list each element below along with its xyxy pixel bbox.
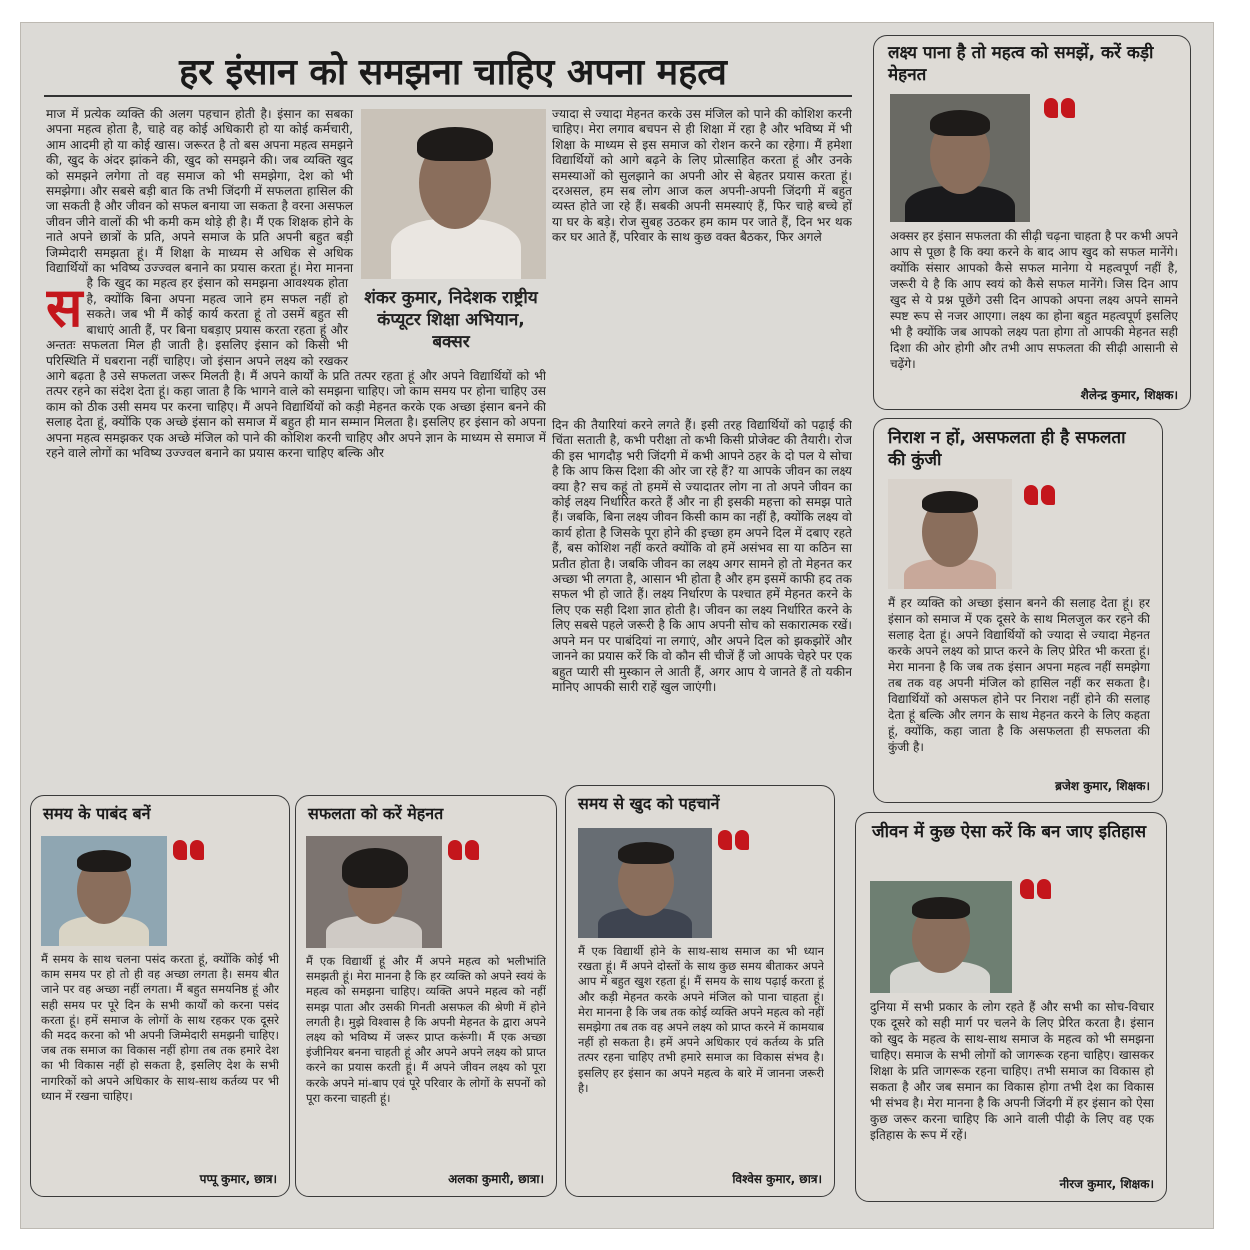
photo-alka: [306, 836, 442, 948]
b2-title: सफलता को करें मेहनत: [308, 804, 444, 823]
drop-cap: स: [46, 276, 83, 339]
side-box-3: [855, 812, 1167, 1202]
photo-pappu: [41, 836, 167, 946]
quote-icon: [1018, 875, 1056, 903]
side2-body: मैं हर व्यक्ति को अच्छा इंसान बनने की सलाह देता हूं। हर इंसान को समाज में एक दूसरे के साथ मिलजुल कर रहने की सलाह देता हूं। अपने विद्यार्थियों को ज्यादा से ज्यादा मेहनत करके अपने लक्ष्य को प्राप्त करने के लिए प्रेरित भी करता हूं। मेरा मानना है कि जब तक इंसान अपना महत्व नहीं समझेगा तब तक वह अपनी मंजिल को हासिल नहीं कर सकता है। विद्यार्थियों को असफल होने पर निराश नहीं होने की सलाह देता हूं बल्कि और लगन के साथ मेहनत करने के लिए कहता हूं, क्योंकि, कहा जाता है कि असफलता ही सफलता की कुंजी है।: [888, 596, 1150, 754]
photo-shankar: [361, 109, 546, 279]
side2-title: निराश न हों, असफलता ही है सफलता की कुंजी: [888, 428, 1126, 470]
main-text-2b: दिन की तैयारियां करने लगते हैं। इसी तरह विद्यार्थियों को पढ़ाई की चिंता सताती है, कभी परीक्षा तो कभी किसी प्रोजेक्ट की तैयारी। रोज की इस भागदौड़ भरी जिंदगी में कभी आपने ठहर के दो पल ये सोचा है कि आप किस दिशा की ओर जा रहे हैं? या आपके जीवन का लक्ष्य क्या है? सच कहूं तो हममें से ज्यादातर लोग ना तो अपने जीवन का कोई लक्ष्य निर्धारित करते हैं और ना ही इसकी महत्ता को समझ पाते हैं। जबकि, बिना लक्ष्य जीवन किसी काम का नहीं है, क्योंकि लक्ष्य वो कार्य होता है जिसके पूरा होने की इच्छा हम अपने दिल में दबाए रहते हैं, बस कोशिश नहीं करते क्योंकि वो हमें असंभव सा या कठिन सा प्रतीत होता है। जबकि जीवन का लक्ष्य अगर सामने हो तो मेहनत कर अच्छा भी लगता है, आसान भी होता है और हम इसमें काफी हद तक सफल भी हो जाते हैं। लक्ष्य निर्धारण के पश्चात हमें मेहनत करने के लिए एक सही दिशा ज्ञात होती है। जीवन का लक्ष्य निर्धारित करने के लिए सबसे पहले जरूरी है कि आप अपनी सोच को सकारात्मक रखें। अपने मन पर पाबंदियां ना लगाएं, और अपने दिल को झकझोरें और जानने का प्रयास करें कि वो कौन सी चीजें हैं जो आपके चेहरे पर एक बहुत प्यारी सी मुस्कान ले आती हैं, अगर आप ये जानते हैं तो यकीन मानिए आपकी सारी राहें खुल जाएंगी।: [552, 418, 852, 694]
main-text-1: माज में प्रत्येक व्यक्ति की अलग पहचान होती है। इंसान का सबका अपना महत्व होता है, चाहे वह कोई अधिकारी हो या कोई कर्मचारी, आम आदमी हो या कोई खास। जरूरत है तो बस अपना महत्व समझने की, खुद के अंदर झांकने की, खुद को समझने की। जब व्यक्ति खुद को समझने लगेगा तो वह समाज को भी समझेगा, देश को भी समझेगा। और सबसे बड़ी बात कि तभी जिंदगी में सफलता हासिल की जा सकती है और जीवन को सफल बनाया जा सकता है वरना असफल जीवन जीने वालों की भी कमी कम थोड़े ही है। मैं एक शिक्षक होने के नाते अपने छात्रों के प्रति, अपने समाज के प्रति अपनी बहुत बड़ी जिम्मेदारी समझता हूं। मैं शिक्षा के माध्यम से अधिक से अधिक विद्यार्थियों का भविष्य उज्ज्वल बनाने का प्रयास करता हूं। मेरा मानना है कि खुद का महत्व हर इंसान को समझना आवश्यक होता है, क्योंकि बिना अपना महत्व जाने हम सफल नहीं हो सकते। जब भी मैं कोई कार्य करता हूं तो उसमें बहुत सी बाधाएं आती हैं, पर बिना घबड़ाए प्रयास करता रहता हूं और अन्ततः सफलता मिल ही जाती है। इसलिए इंसान को किसी भी परिस्थिति में घबराना नहीं चाहिए। जो इंसान अपने लक्ष्य को रखकर आगे बढ़ता है उसे सफलता जरूर मिलती है। मैं अपने कार्यों के प्रति तत्पर रहता हूं और अपने विद्यार्थियों को भी तत्पर रहने का संदेश देता हूं। कहा जाता है कि भागने वाले को समझना चाहिए। जो काम समय पर होना चाहिए उस काम को ठीक उसी समय पर करना चाहिए। मैं अपने विद्यार्थियों को कड़ी मेहनत करके एक अच्छा इंसान बनने की सलाह देता हूं, क्योंकि एक अच्छे इंसान को समाज में बहुत ही मान सम्मान मिलता है। इसलिए हर इंसान को अपना अपना महत्व समझकर एक अच्छे मंजिल को पाने की कोशिश करनी चाहिए और अपने ज्ञान के माध्यम से समाज में रहने वाले लोगों का भविष्य उज्ज्वल बनाने का प्रयास करना चाहिए बल्कि और: [46, 107, 546, 460]
side2-byline: ब्रजेश कुमार, शिक्षक।: [1055, 779, 1150, 793]
b3-body: मैं एक विद्यार्थी होने के साथ-साथ समाज का भी ध्यान रखता हूं। मैं अपने दोस्तों के साथ कुछ समय बीताकर अपने आप में बहुत खुश रहता हूं। मैं समय के साथ पढ़ाई करता हूं और कड़ी मेहनत करके अपने मंजिल को पाना चाहता हूं। मेरा मानना है कि जब तक कोई व्यक्ति अपने महत्व को नहीं समझेगा तब तक वह अपने लक्ष्य को प्राप्त करने में कामयाब नहीं हो सकता है। हमें अपने अधिकार एवं कर्तव्य के प्रति तत्पर रहना चाहिए तभी हमारे समाज का विकास संभव है। इसलिए हर इंसान का अपने महत्व के बारे में जानना जरूरी है।: [578, 944, 824, 1095]
b3-title: समय से खुद को पहचानें: [578, 794, 720, 813]
bottom-box-3: [565, 785, 835, 1197]
photo-brajesh: [888, 479, 1012, 589]
quote-icon: [1022, 481, 1060, 509]
side3-title: जीवन में कुछ ऐसा करें कि बन जाए इतिहास: [872, 822, 1147, 842]
photo-vishwesh: [578, 828, 712, 938]
main-column-1: [46, 107, 546, 782]
side1-byline: शैलेन्द्र कुमार, शिक्षक।: [1080, 388, 1178, 402]
b3-byline: विश्वेस कुमार, छात्र।: [732, 1172, 822, 1186]
b2-byline: अलका कुमारी, छात्रा।: [448, 1172, 544, 1186]
bottom-box-1: [30, 795, 290, 1197]
main-text-2: ज्यादा से ज्यादा मेहनत करके उस मंजिल को पाने की कोशिश करनी चाहिए। मेरा लगाव बचपन से ही शिक्षा में रहा है और भविष्य में भी शिक्षा के माध्यम से इस समाज को रोशन करने का रहेगा। मैं हमेशा विद्यार्थियों को आगे बढ़ने के लिए प्रोत्साहित करता हूं और उनके समस्याओं को सुलझाने का अपनी ओर से बेहतर प्रयास करता हूं। दरअसल, हम सब लोग आज कल अपनी-अपनी जिंदगी में बहुत व्यस्त होते जा रहे हैं। सबकी अपनी समस्याएं हैं, फिर चाहे बच्चे हों या घर के बड़े। रोज सुबह उठकर हम काम पर जाते हैं, दिन भर थक कर घर आते हैं, परिवार के साथ कुछ वक्त बैठकर, फिर अगले: [552, 107, 852, 245]
side-box-1: [873, 35, 1191, 410]
quote-icon: [716, 826, 754, 854]
main-column-2b: [552, 418, 852, 780]
side1-title: लक्ष्य पाना है तो महत्व को समझें, करें कड़ी मेहनत: [888, 43, 1154, 85]
photo-caption: शंकर कुमार, निदेशक राष्ट्रीय कंप्यूटर शिक्षा अभियान, बक्सर: [364, 288, 538, 352]
b1-title: समय के पाबंद बनें: [43, 804, 151, 823]
quote-icon: [1042, 94, 1080, 122]
photo-shailendra: [890, 94, 1030, 222]
bottom-box-2: [295, 795, 557, 1197]
photo-neeraj: [870, 881, 1012, 993]
side3-body: दुनिया में सभी प्रकार के लोग रहते हैं और सभी का सोच-विचार एक दूसरे को सही मार्ग पर चलने के लिए प्रेरित करता है। इंसान को खुद के महत्व के साथ-साथ समाज के महत्व को भी समझना चाहिए। समाज के सभी लोगों को जागरूक रहना चाहिए। खासकर शिक्षा के प्रति जागरूक रहना चाहिए। तभी समाज का विकास हो सकता है और जब समान का विकास होगा तभी देश का विकास भी संभव है। मेरा मानना है कि अपनी जिंदगी में हर इंसान को ऐसा कुछ जरूर करना चाहिए कि आने वाली पीढ़ी के लिए वह एक इतिहास के रूप में रहें।: [870, 1000, 1154, 1142]
quote-icon: [171, 836, 209, 864]
quote-icon: [446, 836, 484, 864]
side-box-2: [873, 418, 1163, 803]
b1-byline: पप्पू कुमार, छात्र।: [199, 1172, 277, 1186]
side1-body: अक्सर हर इंसान सफलता की सीढ़ी चढ़ना चाहता है पर कभी अपने आप से पूछा है कि क्या करने के बाद आप खुद को सफल मानेंगे। क्योंकि संसार आपको कैसे सफल मानेगा ये महत्वपूर्ण नहीं है, जरूरी ये है कि आप स्वयं को कैसे सफल मानेंगे। जिस दिन आप खुद से ये प्रश्न पूछेंगे उसी दिन आपको अपना लक्ष्य अपने सामने स्पष्ट रूप से नजर आएगा। लक्ष्य का होना बहुत महत्वपूर्ण इसलिए भी है क्योंकि जब आपको लक्ष्य पता होगा तो आपकी मेहनत सही दिशा की ओर होगी और तभी आप सफलता की सीढ़ी आसानी से चढ़ेंगे।: [890, 229, 1178, 371]
main-headline: हर इंसान को समझना चाहिए अपना महत्व: [179, 52, 727, 93]
b1-body: मैं समय के साथ चलना पसंद करता हूं, क्योंकि कोई भी काम समय पर हो तो ही वह अच्छा लगता है। समय बीत जाने पर वह अच्छा नहीं लगता। मैं बहुत समयनिष्ठ हूं और सही समय पर पूरे दिन के सभी कार्यों को करना पसंद करता हूं। हमें समाज के लोगों के साथ रहकर एक दूसरे की मदद करना को भी अपनी जिम्मेदारी समझनी चाहिए। जब तक समाज का विकास नहीं होगा तब तक हमारे देश का भी विकास नहीं हो सकता है, इसलिए देश के सभी नागरिकों को अपने अधिकार के साथ-साथ कर्तव्य पर भी ध्यान में रखना चाहिए।: [41, 952, 279, 1103]
b2-body: मैं एक विद्यार्थी हूं और मैं अपने महत्व को भलीभांति समझती हूं। मेरा मानना है कि हर व्यक्ति को अपने स्वयं के महत्व को समझना चाहिए। व्यक्ति अपने महत्व को नहीं समझ पाता और उसकी गिनती असफल की श्रेणी में होने लगती है। मुझे विश्वास है कि अपनी मेहनत के द्वारा अपने लक्ष्य को भविष्य में जरूर प्राप्त करूंगी। मैं एक अच्छा इंजीनियर बनना चाहती हूं और अपने अपने लक्ष्य को प्राप्त करने का प्रयास करती हूं। मैं अपने जीवन लक्ष्य को पूरा करके अपने मां-बाप एवं पूरे परिवार के लोगों के सपनों को पूरा करना चाहती हूं।: [306, 954, 546, 1105]
headline-rule: [44, 95, 852, 97]
side3-byline: नीरज कुमार, शिक्षक।: [1059, 1177, 1154, 1191]
